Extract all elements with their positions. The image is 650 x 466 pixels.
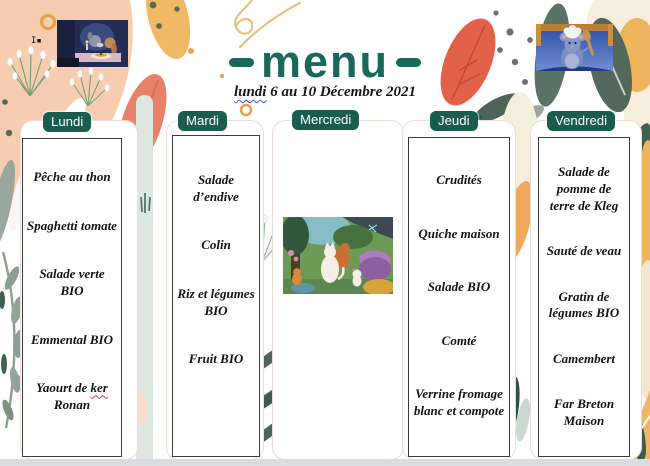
menu-item: Verrine fromage blanc et compote: [413, 385, 505, 418]
menu-item: Salade d’endive: [193, 171, 239, 204]
teal-dot: [478, 115, 482, 119]
menu-item: [27, 380, 117, 414]
menu-item: Salade de pomme de terre de Kleg: [549, 164, 619, 213]
text-cursor-artifact: I▪: [31, 36, 42, 46]
menu-item: Quiche maison: [418, 225, 500, 241]
menu-item: Far Breton Maison: [553, 395, 615, 428]
menu-panel-jeudi: [408, 137, 510, 457]
menu-item: Riz et légumes BIO: [177, 285, 255, 318]
title-dash-right: [396, 58, 421, 67]
ratatouille-image: [536, 24, 613, 71]
menu-item-text: Ronan: [53, 397, 91, 413]
title-dash-left: [229, 58, 254, 67]
lady-and-the-tramp-image: [57, 20, 128, 67]
day-badge-mardi: Mardi: [178, 111, 227, 131]
menu-item: Sauté de veau: [546, 243, 622, 259]
day-badge-lundi: Lundi: [43, 112, 91, 132]
menu-panel-mardi: [172, 135, 260, 457]
menu-item: Emmental BIO: [31, 331, 113, 347]
menu-panel-vendredi: [538, 137, 630, 457]
date-range: [0, 84, 650, 101]
menu-item: Gratin de légumes BIO: [548, 288, 620, 321]
day-badge-vendredi: Vendredi: [547, 111, 615, 131]
menu-item: Spaghetti tomate: [27, 217, 117, 233]
day-badge-jeudi: Jeudi: [430, 111, 478, 131]
menu-item: Fruit BIO: [188, 351, 244, 367]
title-word: menu: [260, 36, 389, 87]
menu-item-text: Yaourt de: [36, 380, 91, 396]
menu-item: Salade BIO: [427, 279, 491, 295]
aristocats-image: [283, 217, 393, 294]
menu-item: Comté: [441, 332, 477, 348]
menu-item: Salade verte BIO: [39, 266, 105, 299]
bottom-edge-bar: [0, 459, 650, 466]
menu-item: Camembert: [552, 350, 616, 366]
orange-ring: [241, 105, 251, 115]
menu-item: Colin: [201, 237, 231, 253]
spellcheck-marked-word: ker: [90, 380, 108, 396]
date-range-marked-word: lundi: [233, 84, 267, 100]
menu-panel-lundi: [22, 138, 122, 457]
menu-item: Pêche au thon: [33, 168, 111, 184]
menu-item: Crudités: [436, 172, 482, 188]
day-badge-mercredi: Mercredi: [292, 110, 359, 130]
date-range-rest: 6 au 10 Décembre 2021: [266, 84, 417, 100]
